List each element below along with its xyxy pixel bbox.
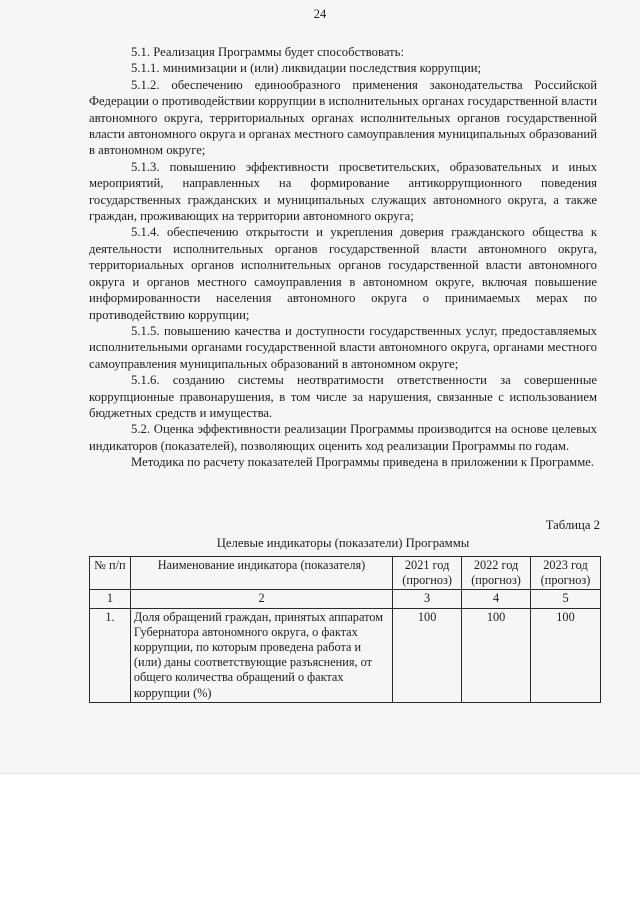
table-number: Таблица 2	[545, 518, 600, 532]
value-2023: 100	[531, 608, 601, 702]
scan-edge	[0, 773, 640, 774]
indicators-table	[89, 556, 601, 703]
body-text	[89, 44, 597, 471]
paragraph: 5.1.2. обеспечению единообразного применения законодательства Российской Федерации о противодействии коррупции в исполнительных органах государственной власти автономного округа, территориальных органах исполнительных органов государственной власти автономного округа и органах местного самоуправления муниципальных образований в автономном округе;	[89, 77, 597, 158]
paragraph: 5.1.4. обеспечению открытости и укрепления доверия гражданского общества к деятельности исполнительных органов государственной власти автономного округа, территориальных органов исполнительных органов государственной власти автономного округа и органов местного самоуправления в автономном округе, включая повышение информированности населения автономного округа о принимаемых мерах по противодействию коррупции;	[89, 225, 597, 322]
paragraph: 5.1.6. созданию системы неотвратимости ответственности за совершенные коррупционные правонарушения, в том числе за нарушения, связанные с использованием бюджетных средств и имущества.	[89, 373, 597, 420]
header-cell: 2021 год (прогноз)	[393, 557, 462, 590]
indicator-name: Доля обращений граждан, принятых аппаратом Губернатора автономного округа, о фактах коррупции, по которым проведена работа и (или) даны соответствующие разъяснения, от общего количества обращений о фактах коррупции (%)	[130, 608, 392, 702]
numbering-cell: 5	[531, 590, 601, 608]
header-cell: № п/п	[90, 557, 131, 590]
paragraph: 5.1.3. повышению эффективности просветительских, образовательных и иных мероприятий, направленных на формирование антикоррупционного поведения государственных гражданских и муниципальных служащих автономного округа, а также граждан, проживающих на территории автономного округа;	[89, 159, 597, 224]
numbering-cell: 1	[90, 590, 131, 608]
header-cell: 2023 год (прогноз)	[531, 557, 601, 590]
numbering-cell: 2	[130, 590, 392, 608]
header-cell: Наименование индикатора (показателя)	[130, 557, 392, 590]
table-title: Целевые индикаторы (показатели) Программы	[216, 536, 470, 550]
table-numbering-row	[90, 590, 601, 608]
paragraph: 5.2. Оценка эффективности реализации Программы производится на основе целевых индикаторов (показателей), позволяющих оценить ход реализации Программы по годам.	[89, 422, 597, 453]
paragraph: 5.1.1. минимизации и (или) ликвидации последствия коррупции;	[131, 61, 482, 76]
value-2022: 100	[462, 608, 531, 702]
numbering-cell: 3	[393, 590, 462, 608]
numbering-cell: 4	[462, 590, 531, 608]
table-header-row	[90, 557, 601, 590]
paragraph: 5.1. Реализация Программы будет способствовать:	[131, 45, 404, 59]
paragraph: 5.1.5. повышению качества и доступности государственных услуг, предоставляемых исполнительными органами государственной власти автономного округа, органами местного самоуправления муниципальных образований в автономном округе;	[89, 323, 597, 371]
page-number: 24	[313, 7, 327, 21]
value-2021: 100	[393, 608, 462, 702]
row-number: 1.	[90, 608, 131, 702]
paragraph: Методика по расчету показателей Программы приведена в приложении к Программе.	[131, 455, 595, 470]
table-row	[90, 608, 601, 702]
header-cell: 2022 год (прогноз)	[462, 557, 531, 590]
